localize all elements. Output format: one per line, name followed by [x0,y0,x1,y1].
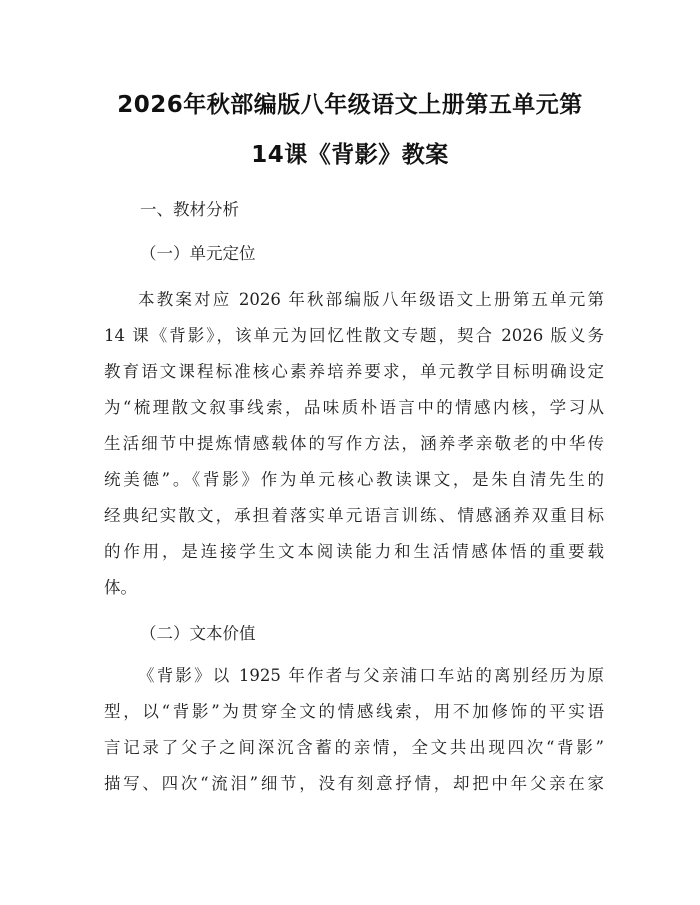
subsection-heading-unit-positioning: （一）单元定位 [140,244,256,263]
paragraph-line: 的作用，是连接学生文本阅读能力和生活情感体悟的重要载 [104,542,604,561]
paragraph-line: 统美德”。《背影》作为单元核心教读课文，是朱自清先生的 [104,470,604,489]
paragraph-line: 为“梳理散文叙事线索，品味质朴语言中的情感内核，学习从 [104,398,604,417]
paragraph-line: 《背影》以 1925 年作者与父亲浦口车站的离别经历为原 [138,666,604,685]
paragraph-line: 描写、四次“流泪”细节，没有刻意抒情，却把中年父亲在家 [104,774,604,793]
paragraph-line: 型，以“背影”为贯穿全文的情感线索，用不加修饰的平实语 [104,702,604,721]
document-title-line2: 14课《背影》教案 [251,142,449,168]
paragraph-line: 本教案对应 2026 年秋部编版八年级语文上册第五单元第 [138,290,604,309]
paragraph-line: 体。 [104,578,137,597]
subsection-heading-text-value: （二）文本价值 [140,624,256,643]
document-title-line1: 2026年秋部编版八年级语文上册第五单元第 [117,92,583,118]
paragraph-line: 经典纪实散文，承担着落实单元语言训练、情感涵养双重目标 [104,506,604,525]
paragraph-line: 言记录了父子之间深沉含蓄的亲情，全文共出现四次“背影” [104,738,604,757]
section-heading-textbook-analysis: 一、教材分析 [140,200,239,219]
paragraph-line: 14 课《背影》，该单元为回忆性散文专题，契合 2026 版义务 [104,326,604,345]
paragraph-line: 教育语文课程标准核心素养培养要求，单元教学目标明确设定 [104,362,604,381]
paragraph-line: 生活细节中提炼情感载体的写作方法，涵养孝亲敬老的中华传 [104,434,604,453]
